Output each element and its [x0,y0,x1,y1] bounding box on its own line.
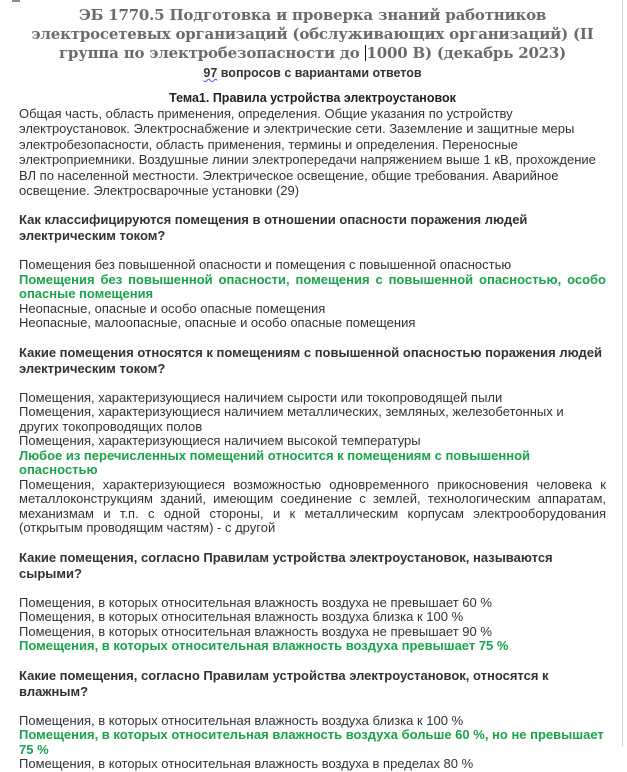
answer-option: Неопасные, опасные и особо опасные помещения [19,300,326,316]
question-text: Какие помещения, согласно Правилам устройства электроустановок, относятся к влажным? [19,667,549,699]
title-part-1: ЭБ 1770.5 Подготовка и проверка знаний работников электросетевых организаций (обслуживающих организаций) (II группа по электробезопасности до [31,6,594,62]
answer-option: Помещения, характеризующиеся возможностью одновременного прикосновения человека к металлоконструкциям зданий, имеющим соединение с землей, технологическим аппаратам, механизмам и т.п. с одной стороны, и к металлическим корпусам электрооборудования (открытым проводящим частям) - с другой [19,476,606,536]
document-subtitle [19,65,606,81]
question-count: 97 [203,66,218,80]
title-part-2: 1000 В) (декабрь 2023) [366,44,567,62]
text-cursor [365,45,366,61]
question-block [19,550,606,654]
answer-option: Помещения, в которых относительная влажность воздуха близка к 100 % [19,712,464,728]
answer-option: Помещения, характеризующиеся наличием металлических, земляных, железобетонных и других токопроводящих полов [19,404,564,434]
topic-heading: Тема1. Правила устройства электроустановок [169,91,456,105]
question-block [19,668,606,772]
answer-option: Помещения, в которых относительная влажность воздуха в пределах 80 % [19,756,474,772]
answer-option-correct: Помещения без повышенной опасности, помещения с повышенной опасностью, особо опасные помещения [19,271,606,302]
question-block [19,212,606,331]
subtitle-text: вопросов с вариантами ответов [217,66,422,80]
question-block [19,345,606,536]
answer-option: Помещения, характеризующиеся наличием высокой температуры [19,433,421,449]
answer-option-correct: Помещения, в которых относительная влажность воздуха превышает 75 % [19,638,509,654]
answer-option-correct: Любое из перечисленных помещений относится к помещениям с повышенной опасностью [19,447,531,478]
answer-option: Неопасные, малоопасные, опасные и особо опасные помещения [19,315,416,331]
document-title [19,6,606,63]
question-text: Как классифицируются помещения в отношении опасности поражения людей электрическим током? [19,212,528,244]
question-text: Какие помещения относятся к помещениям с повышенной опасностью поражения людей электрическим током? [19,344,603,376]
answer-option: Помещения, в которых относительная влажность воздуха не превышает 60 % [19,594,492,610]
page-edge [622,0,623,746]
answer-option: Помещения без повышенной опасности и помещения с повышенной опасностью [19,257,512,273]
answer-option: Помещения, в которых относительная влажность воздуха близка к 100 % [19,609,464,625]
corner-mark [12,0,20,2]
answer-option-correct: Помещения, в которых относительная влажность воздуха больше 60 %, но не превышает 75 % [19,727,604,757]
answer-option: Помещения, в которых относительная влажность воздуха не превышает 90 % [19,623,492,639]
answer-option: Помещения, характеризующиеся наличием сырости или токопроводящей пыли [19,389,503,405]
question-list [19,212,606,772]
question-text: Какие помещения, согласно Правилам устройства электроустановок, называются сырыми? [19,549,553,581]
topic-description: Общая часть, область применения, определения. Общие указания по устройству электроустановок. Электроснабжение и электрические сети. Заземление и защитные меры электробезопасности, область применения, термины и определения. Переносные электроприемники. Воздушные линии электропередачи напряжением выше 1 кВ, прохождение ВЛ по населенной местности. Электрическое освещение, общие требования. Аварийное освещение. Электросварочные установки (29) [19,106,596,199]
document-body [19,6,606,772]
